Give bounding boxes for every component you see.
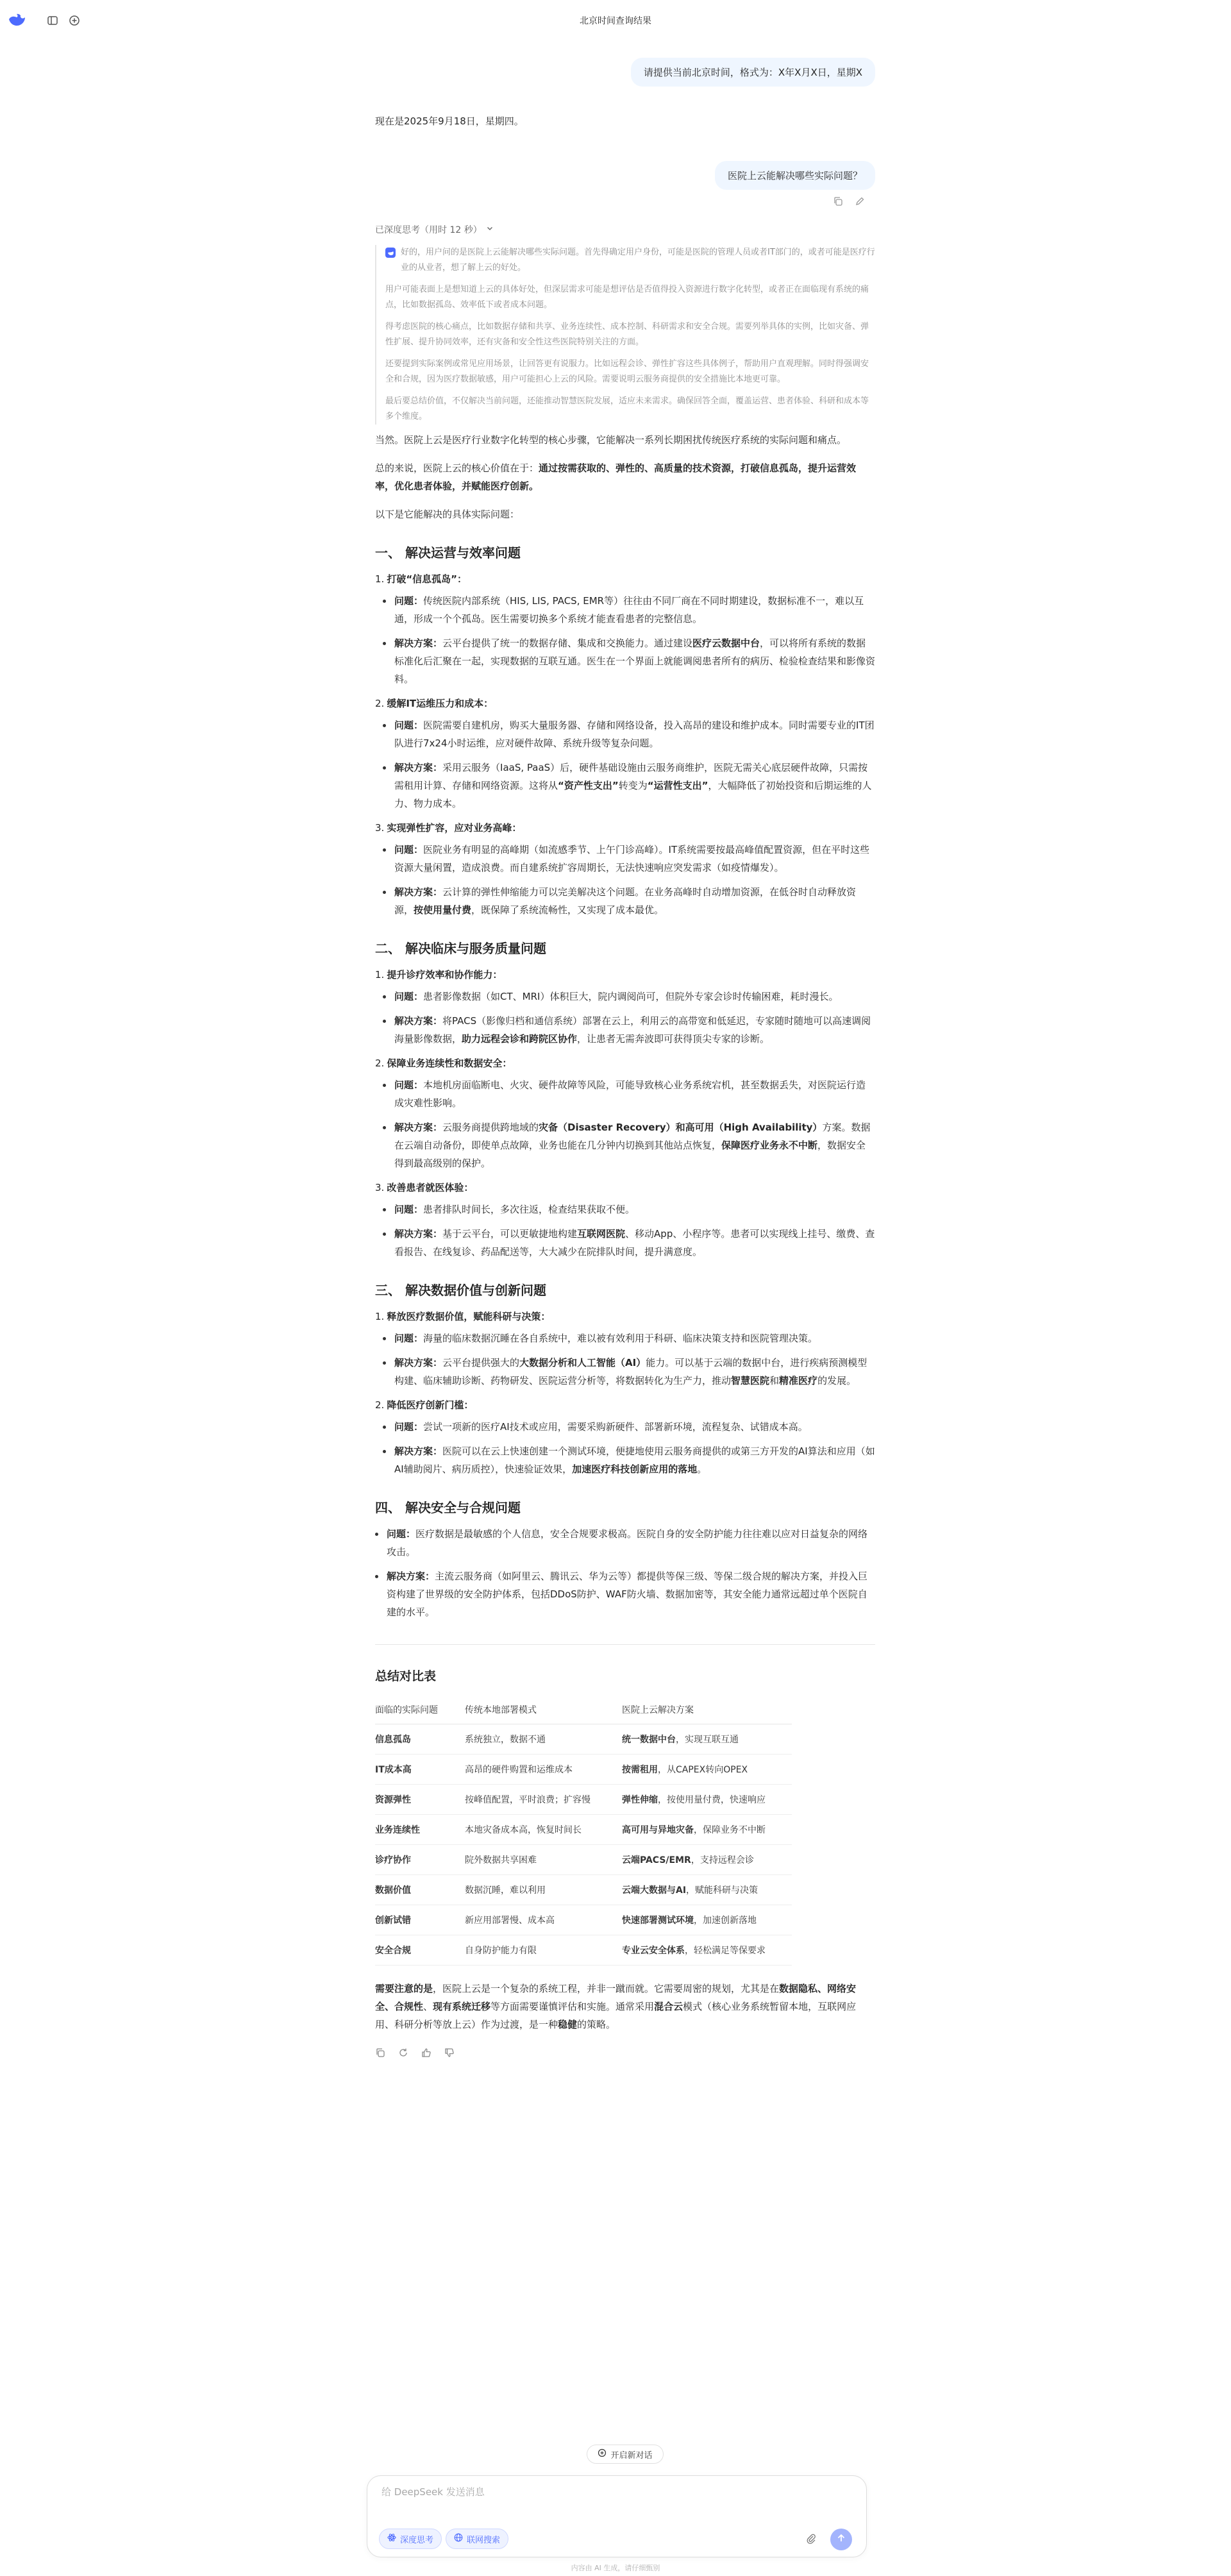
copy-icon[interactable] xyxy=(375,2048,385,2060)
bullet-item: 问题：海量的临床数据沉睡在各自系统中，难以被有效利用于科研、临床决策支持和医院管理决策。 xyxy=(394,1329,875,1347)
bullet-item: 解决方案：云计算的弹性伸缩能力可以完美解决这个问题。在业务高峰时自动增加资源，在低谷时自动释放资源，按使用量付费，既保障了系统流畅性，又实现了成本最优。 xyxy=(394,883,875,919)
thumbs-down-icon[interactable] xyxy=(444,2048,455,2060)
bullet-item: 解决方案：云服务商提供跨地域的灾备（Disaster Recovery）和高可用（High Availability）方案。数据在云端自动备份，即使单点故障，业务也能在几分钟内切换到其他站点恢复，保障医疗业务永不中断，数据安全得到最高级别的保护。 xyxy=(394,1118,875,1172)
bullet-list xyxy=(375,1525,875,1621)
conversation-title: 北京时间查询结果 xyxy=(580,16,651,26)
send-button[interactable] xyxy=(830,2529,852,2550)
bullet-item: 问题：医院需要自建机房，购买大量服务器、存储和网络设备，投入高昂的建设和维护成本。同时需要专业的IT团队进行7x24小时运维，应对硬件故障、系统升级等复杂问题。 xyxy=(394,716,875,752)
user-message: 请提供当前北京时间，格式为：X年X月X日，星期X xyxy=(631,58,875,87)
ai-disclaimer: 内容由 AI 生成，请仔细甄别 xyxy=(571,2564,660,2572)
bullet-item: 解决方案：基于云平台，可以更敏捷地构建互联网医院、移动App、小程序等。患者可以实现线上挂号、缴费、查看报告、在线复诊、药品配送等，大大减少在院排队时间，提升满意度。 xyxy=(394,1225,875,1261)
bullet-item: 问题：本地机房面临断电、火灾、硬件故障等风险，可能导致核心业务系统宕机，甚至数据丢失，对医院运行造成灾难性影响。 xyxy=(394,1076,875,1112)
divider xyxy=(375,1644,875,1645)
new-chat-button[interactable] xyxy=(587,2445,664,2464)
thinking-text: 得考虑医院的核心痛点，比如数据存储和共享、业务连续性、成本控制、科研需求和安全合规。需要列举具体的实例，比如灾备、弹性扩展、提升协同效率，还有灾备和安全性这些医院特别关注的方面。 xyxy=(385,322,869,347)
list-item: 3. 改善患者就医体验： 问题：患者排队时间长，多次往返，检查结果获取不便。 解决方案：基于云平台，可以更敏捷地构建互联网医院、移动App、小程序等。患者可以实现线上挂号、缴费、查看报告、在线复诊、药品配送等，大大减少在院排队时间，提升满意度。 xyxy=(375,1179,875,1261)
bullet-item: 解决方案：采用云服务（IaaS, PaaS）后，硬件基础设施由云服务商维护，医院无需关心底层硬件故障，只需按需租用计算、存储和网络资源。这将从“资产性支出”转变为“运营性支出”，大幅降低了初始投资和后期运维的人力、物力成本。 xyxy=(394,759,875,812)
bullet-item: 解决方案：医院可以在云上快速创建一个测试环境，便捷地使用云服务商提供的或第三方开发的AI算法和应用（如AI辅助阅片、病历质控），快速验证效果，加速医疗科技创新应用的落地。 xyxy=(394,1442,875,1478)
section-heading: 四、 解决安全与合规问题 xyxy=(375,1500,521,1515)
bullet-item: 问题：传统医院内部系统（HIS, LIS, PACS, EMR等）往往由不同厂商在不同时期建设，数据标准不一，难以互通，形成一个个孤岛。医生需要切换多个系统才能查看患者的完整信息。 xyxy=(394,592,875,628)
assistant-answer xyxy=(375,431,875,2060)
chat-thread xyxy=(375,58,875,2060)
top-bar xyxy=(0,0,1231,41)
table-row: 业务连续性 本地灾备成本高，恢复时间长 高可用与异地灾备，保障业务不中断 xyxy=(375,1815,792,1845)
thinking-text: 好的，用户问的是医院上云能解决哪些实际问题。首先得确定用户身份，可能是医院的管理人员或者IT部门的，或者可能是医疗行业的从业者，想了解上云的好处。 xyxy=(401,248,875,273)
user-message-row xyxy=(375,161,875,190)
arrow-up-icon xyxy=(836,2533,846,2546)
answer-paragraph: 总的来说，医院上云的核心价值在于：通过按需获取的、弹性的、高质量的技术资源，打破信息孤岛，提升运营效率，优化患者体验，并赋能医疗创新。 xyxy=(375,462,857,492)
answer-paragraph: 以下是它能解决的具体实际问题： xyxy=(375,509,520,520)
bullet-item: 问题：患者影像数据（如CT、MRI）体积巨大，院内调阅尚可，但院外专家会诊时传输困难，耗时漫长。 xyxy=(394,988,875,1006)
bullet-item: 解决方案：云平台提供强大的大数据分析和人工智能（AI）能力。可以基于云端的数据中台，进行疾病预测模型构建、临床辅助诊断、药物研发、医院运营分析等，将数据转化为生产力，推动智慧医院和精准医疗的发展。 xyxy=(394,1354,875,1390)
thinking-toggle-label: 已深度思考（用时 12 秒） xyxy=(375,225,482,235)
numbered-list xyxy=(375,966,875,1261)
chevron-down-icon xyxy=(486,224,494,235)
table-row: 诊疗协作 院外数据共享困难 云端PACS/EMR，支持远程会诊 xyxy=(375,1845,792,1875)
message-input[interactable] xyxy=(381,2486,830,2498)
atom-icon xyxy=(387,2533,396,2545)
table-row: 数据价值 数据沉睡，难以利用 云端大数据与AI，赋能科研与决策 xyxy=(375,1875,792,1905)
list-item: 1. 释放医疗数据价值，赋能科研与决策： 问题：海量的临床数据沉睡在各自系统中，难以被有效利用于科研、临床决策支持和医院管理决策。 解决方案：云平台提供强大的大数据分析和人工智能（AI）能力。可以基于云端的数据中台，进行疾病预测模型构建、临床辅助诊断、药物研发、医院运营分析等，将数据转化为生产力，推动智慧医院和精准医疗的发展。 xyxy=(375,1308,875,1390)
paperclip-icon[interactable] xyxy=(805,2532,817,2545)
list-item: 1. 打破“信息孤岛”： 问题：传统医院内部系统（HIS, LIS, PACS, EMR等）往往由不同厂商在不同时期建设，数据标准不一，难以互通，形成一个个孤岛。医生需要切换多个系统才能查看患者的完整信息。 解决方案：云平台提供了统一的数据存储、集成和交换能力。通过建设医疗云数据中台，可以将所有系统的数据标准化后汇聚在一起，实现数据的互联互通。医生在一个界面上就能调阅患者所有的病历、检验检查结果和影像资料。 xyxy=(375,570,875,688)
list-item: 1. 提升诊疗效率和协作能力： 问题：患者影像数据（如CT、MRI）体积巨大，院内调阅尚可，但院外专家会诊时传输困难，耗时漫长。 解决方案：将PACS（影像归档和通信系统）部署在云上，利用云的高带宽和低延迟，专家随时随地可以高速调阅海量影像数据，助力远程会诊和跨院区协作，让患者无需奔波即可获得顶尖专家的诊断。 xyxy=(375,966,875,1048)
assistant-message-actions xyxy=(375,2048,875,2060)
new-chat-icon xyxy=(598,2448,607,2460)
user-message-row xyxy=(375,58,875,87)
section-heading: 一、 解决运营与效率问题 xyxy=(375,545,521,560)
numbered-list xyxy=(375,570,875,919)
table-row: IT成本高 高昂的硬件购置和运维成本 按需租用，从CAPEX转向OPEX xyxy=(375,1755,792,1785)
thinking-text: 还要提到实际案例或常见应用场景，让回答更有说服力。比如远程会诊、弹性扩容这些具体例子，帮助用户直观理解。同时得强调安全和合规，因为医疗数据敏感，用户可能担心上云的风险。需要说明云服务商提供的安全措施比本地更可靠。 xyxy=(385,359,869,384)
bullet-item: 问题：患者排队时间长，多次往返，检查结果获取不便。 xyxy=(394,1200,875,1218)
thinking-toggle[interactable] xyxy=(375,223,494,236)
table-row: 信息孤岛 系统独立，数据不通 统一数据中台，实现互联互通 xyxy=(375,1724,792,1755)
thinking-text: 最后要总结价值，不仅解决当前问题，还能推动智慧医院发展，适应未来需求。确保回答全面，覆盖运营、患者体验、科研和成本等多个维度。 xyxy=(385,396,869,421)
summary-heading: 总结对比表 xyxy=(375,1669,437,1683)
deep-think-toggle[interactable] xyxy=(379,2529,442,2549)
answer-paragraph: 当然。医院上云是医疗行业数字化转型的核心步骤，它能解决一系列长期困扰传统医疗系统的实际问题和痛点。 xyxy=(375,434,847,446)
table-header-row xyxy=(375,1696,792,1724)
table-row: 资源弹性 按峰值配置，平时浪费；扩容慢 弹性伸缩，按使用量付费，快速响应 xyxy=(375,1785,792,1815)
thinking-text: 用户可能表面上是想知道上云的具体好处，但深层需求可能是想评估是否值得投入资源进行数字化转型，或者正在面临现有系统的痛点，比如数据孤岛、效率低下或者成本问题。 xyxy=(385,285,869,310)
bullet-item: 问题：医疗数据是最敏感的个人信息，安全合规要求极高。医院自身的安全防护能力往往难以应对日益复杂的网络攻击。 xyxy=(387,1525,875,1561)
thinking-paragraph-1 xyxy=(385,245,875,282)
comparison-table xyxy=(375,1696,792,1966)
bullet-item: 解决方案：将PACS（影像归档和通信系统）部署在云上，利用云的高带宽和低延迟，专家随时随地可以高速调阅海量影像数据，助力远程会诊和跨院区协作，让患者无需奔波即可获得顶尖专家的诊断。 xyxy=(394,1012,875,1048)
section-heading: 三、 解决数据价值与创新问题 xyxy=(375,1283,546,1298)
numbered-list xyxy=(375,1308,875,1478)
thinking-content xyxy=(375,245,875,425)
deep-think-label: 深度思考 xyxy=(400,2535,434,2545)
bullet-item: 解决方案：主流云服务商（如阿里云、腾讯云、华为云等）都提供等保三级、等保二级合规的解决方案，并投入巨资构建了世界级的安全防护体系，包括DDoS防护、WAF防火墙、数据加密等，其安全能力通常远超过单个医院自建的水平。 xyxy=(387,1567,875,1621)
list-item: 2. 降低医疗创新门槛： 问题：尝试一项新的医疗AI技术或应用，需要采购新硬件、部署新环境，流程复杂、试错成本高。 解决方案：医院可以在云上快速创建一个测试环境，便捷地使用云服务商提供的或第三方开发的AI算法和应用（如AI辅助阅片、病历质控），快速验证效果，加速医疗科技创新应用的落地。 xyxy=(375,1396,875,1478)
bullet-item: 问题：尝试一项新的医疗AI技术或应用，需要采购新硬件、部署新环境，流程复杂、试错成本高。 xyxy=(394,1418,875,1436)
table-header: 医院上云解决方案 xyxy=(622,1696,792,1724)
deepseek-badge-icon xyxy=(385,248,396,258)
new-chat-label: 开启新对话 xyxy=(610,2450,653,2461)
table-header: 传统本地部署模式 xyxy=(465,1696,622,1724)
edit-icon[interactable] xyxy=(855,196,865,209)
web-search-label: 联网搜索 xyxy=(467,2535,501,2545)
user-message-actions xyxy=(375,190,875,209)
globe-icon xyxy=(454,2533,463,2545)
table-row: 安全合规 自身防护能力有限 专业云安全体系，轻松满足等保要求 xyxy=(375,1935,792,1966)
section-heading: 二、 解决临床与服务质量问题 xyxy=(375,941,546,956)
answer-conclusion: 需要注意的是，医院上云是一个复杂的系统工程，并非一蹴而就。它需要周密的规划，尤其是在数据隐私、网络安全、合规性、现有系统迁移等方面需要谨慎评估和实施。通常采用混合云模式（核心业务系统暂留本地，互联网应用、科研分析等放上云）作为过渡，是一种稳健的策略。 xyxy=(375,1983,857,2030)
bullet-item: 问题：医院业务有明显的高峰期（如流感季节、上午门诊高峰）。IT系统需要按最高峰值配置资源，但在平时这些资源大量闲置，造成浪费。而自建系统扩容周期长，无法快速响应突发需求（如疫情爆发）。 xyxy=(394,841,875,877)
table-header: 面临的实际问题 xyxy=(375,1696,465,1724)
thumbs-up-icon[interactable] xyxy=(421,2048,431,2060)
regenerate-icon[interactable] xyxy=(398,2048,408,2060)
bullet-item: 解决方案：云平台提供了统一的数据存储、集成和交换能力。通过建设医疗云数据中台，可以将所有系统的数据标准化后汇聚在一起，实现数据的互联互通。医生在一个界面上就能调阅患者所有的病历、检验检查结果和影像资料。 xyxy=(394,634,875,688)
web-search-toggle[interactable] xyxy=(446,2529,508,2549)
copy-icon[interactable] xyxy=(833,196,843,209)
list-item: 2. 缓解IT运维压力和成本： 问题：医院需要自建机房，购买大量服务器、存储和网络设备，投入高昂的建设和维护成本。同时需要专业的IT团队进行7x24小时运维，应对硬件故障、系统升级等复杂问题。 解决方案：采用云服务（IaaS, PaaS）后，硬件基础设施由云服务商维护，医院无需关心底层硬件故障，只需按需租用计算、存储和网络资源。这将从“资产性支出”转变为“运营性支出”，大幅降低了初始投资和后期运维的人力、物力成本。 xyxy=(375,695,875,812)
table-row: 创新试错 新应用部署慢、成本高 快速部署测试环境，加速创新落地 xyxy=(375,1905,792,1935)
message-composer xyxy=(367,2475,867,2557)
list-item: 2. 保障业务连续性和数据安全： 问题：本地机房面临断电、火灾、硬件故障等风险，可能导致核心业务系统宕机，甚至数据丢失，对医院运行造成灾难性影响。 解决方案：云服务商提供跨地域的灾备（Disaster Recovery）和高可用（High Availability）方案。数据在云端自动备份，即使单点故障，业务也能在几分钟内切换到其他站点恢复，保障医疗业务永不中断，数据安全得到最高级别的保护。 xyxy=(375,1054,875,1172)
assistant-message: 现在是2025年9月18日，星期四。 xyxy=(375,115,524,127)
list-item: 3. 实现弹性扩容，应对业务高峰： 问题：医院业务有明显的高峰期（如流感季节、上午门诊高峰）。IT系统需要按最高峰值配置资源，但在平时这些资源大量闲置，造成浪费。而自建系统扩容周期长，无法快速响应突发需求（如疫情爆发）。 解决方案：云计算的弹性伸缩能力可以完美解决这个问题。在业务高峰时自动增加资源，在低谷时自动释放资源，按使用量付费，既保障了系统流畅性，又实现了成本最优。 xyxy=(375,819,875,919)
user-message: 医院上云能解决哪些实际问题？ xyxy=(715,161,875,190)
